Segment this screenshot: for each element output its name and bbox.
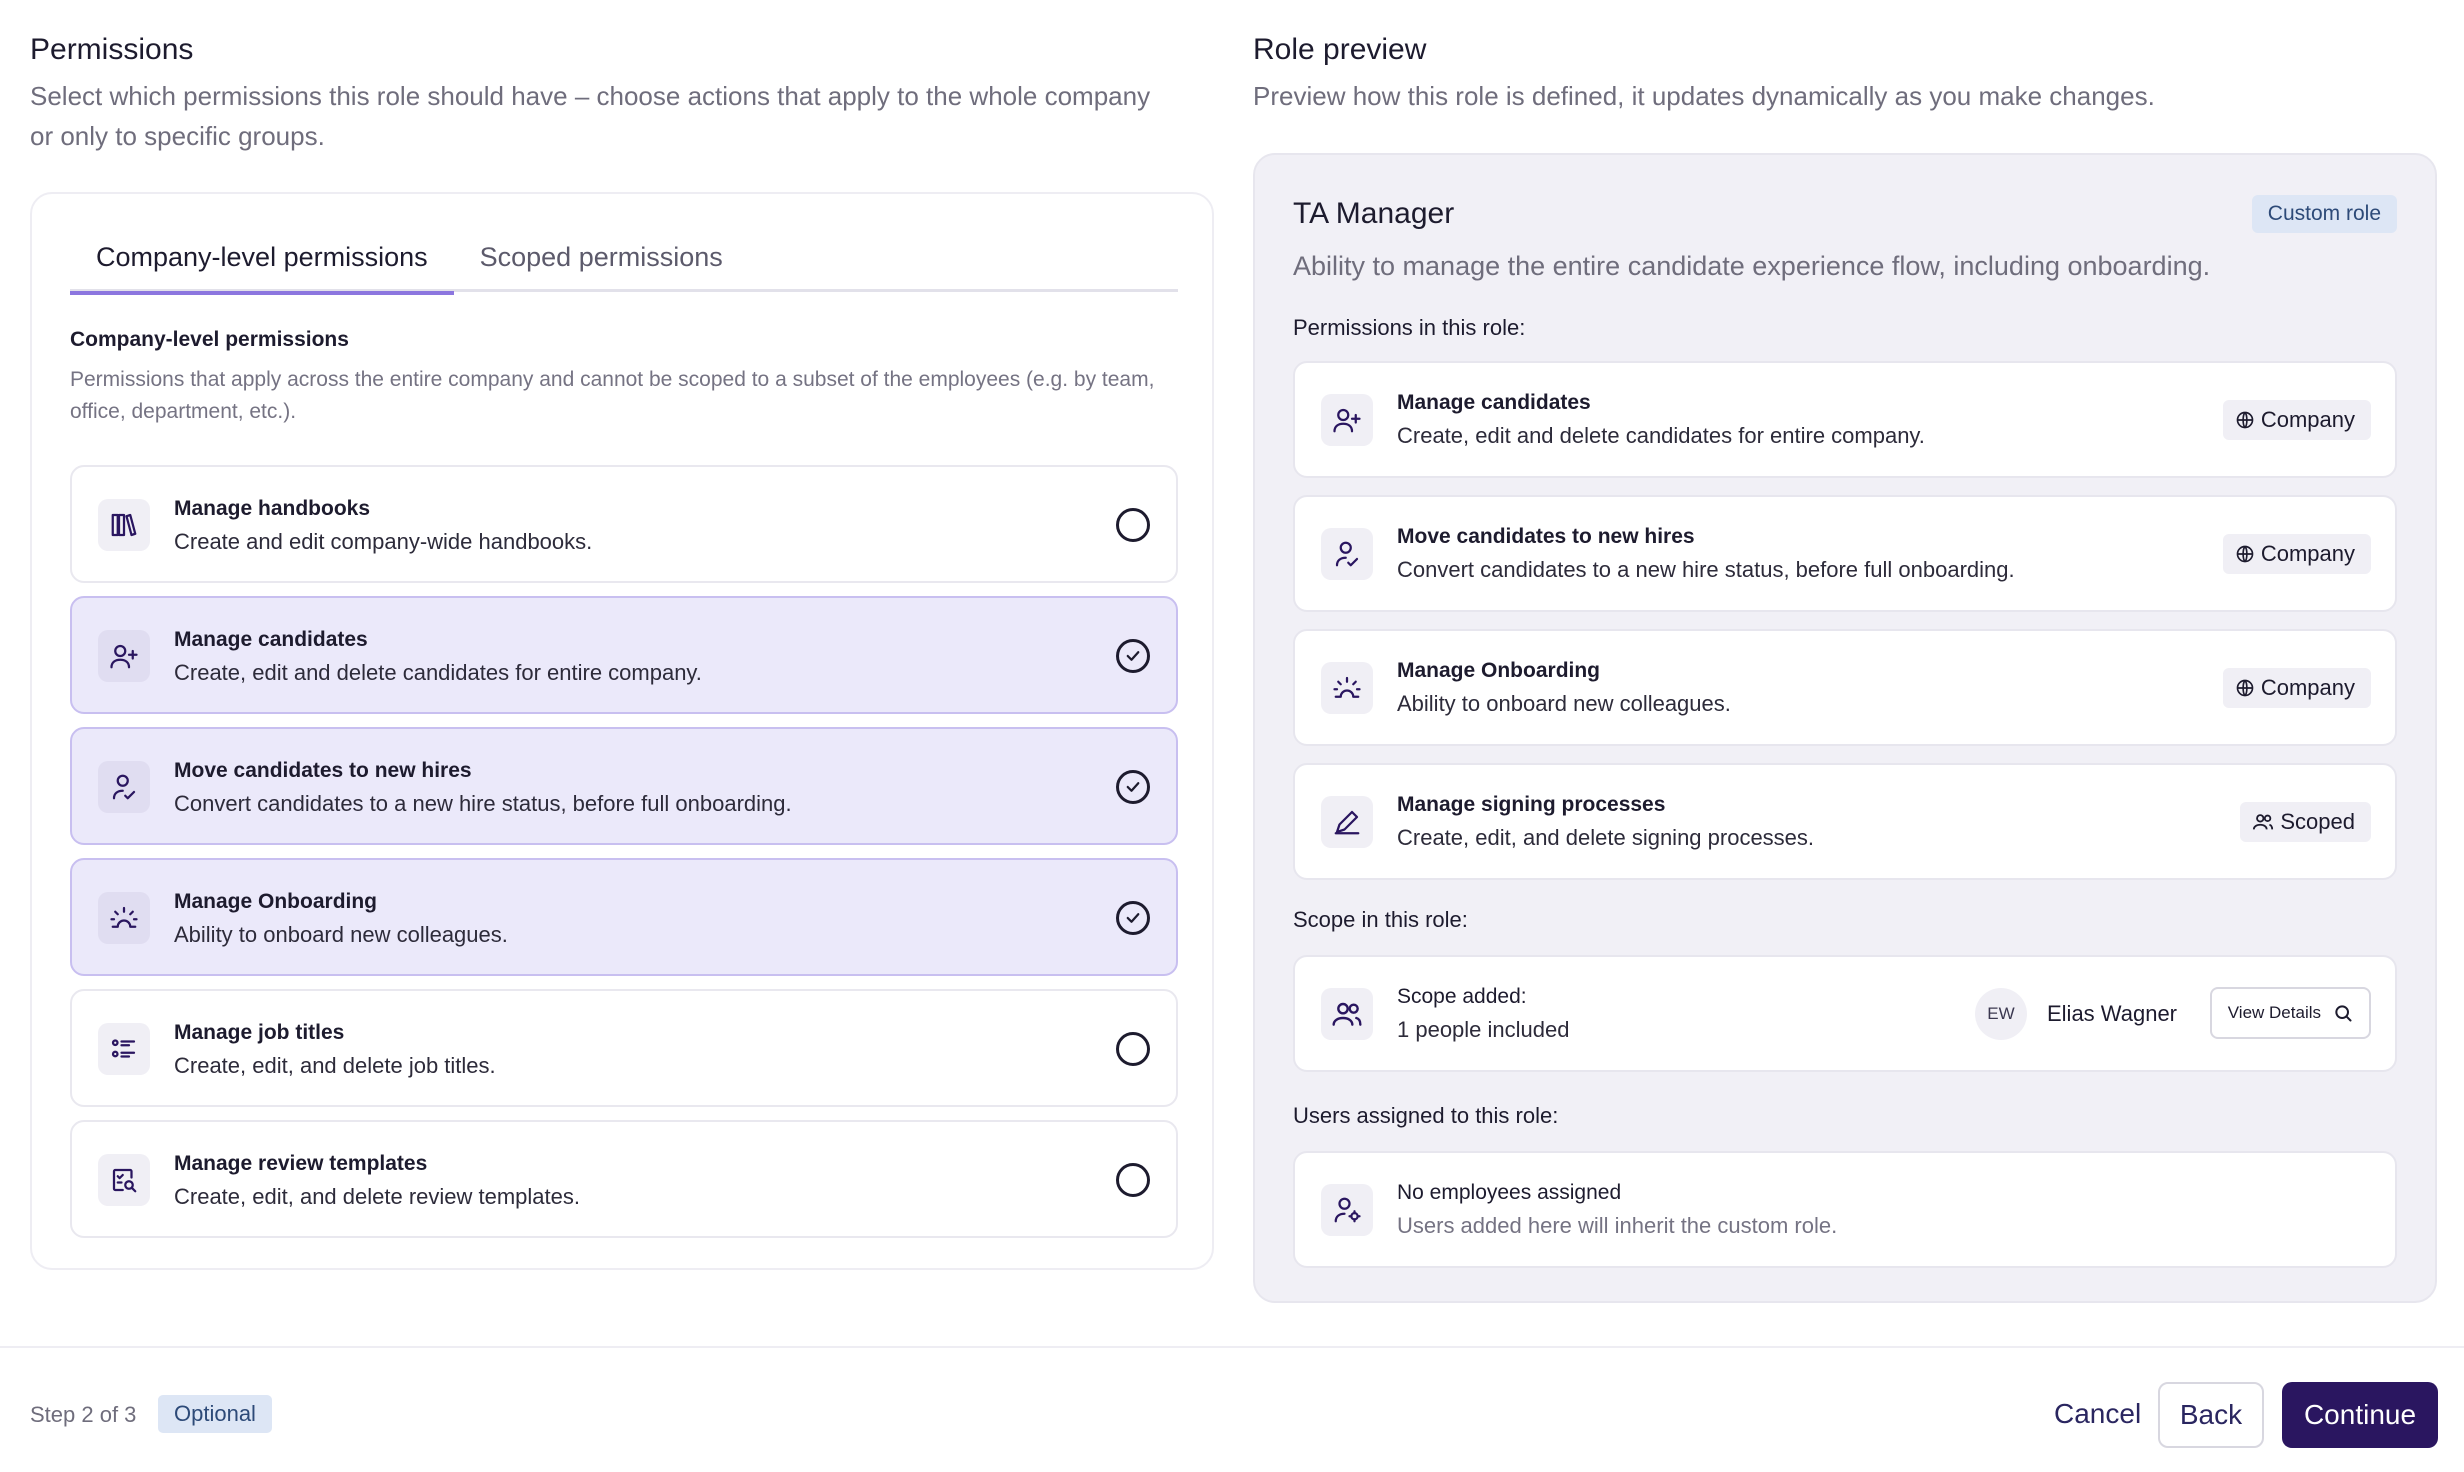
- checkbox-checked[interactable]: [1116, 770, 1150, 804]
- permission-name: Move candidates to new hires: [174, 759, 472, 782]
- permission-card[interactable]: [70, 465, 1178, 583]
- user-settings-icon: [1321, 1184, 1373, 1236]
- globe-icon: [2235, 678, 2255, 698]
- optional-badge: Optional: [158, 1395, 272, 1433]
- permission-name: Manage Onboarding: [1397, 659, 1601, 682]
- custom-role-badge: Custom role: [2252, 195, 2397, 233]
- role-description: Ability to manage the entire candidate experience flow, including onboarding.: [1293, 251, 2211, 281]
- permission-description: Create, edit and delete candidates for entire company.: [174, 660, 702, 685]
- user-plus-icon: [1321, 394, 1373, 446]
- permission-name: Manage review templates: [174, 1152, 428, 1175]
- list-icon: [98, 1023, 150, 1075]
- permissions-description-line: or only to specific groups.: [30, 121, 325, 151]
- users-icon: [1321, 988, 1373, 1040]
- check-icon: [1124, 778, 1142, 796]
- role-permission-card: [1293, 361, 2397, 478]
- review-search-icon: [98, 1154, 150, 1206]
- permission-list: [70, 465, 1178, 1251]
- permissions-description: [30, 76, 1150, 156]
- cancel-button[interactable]: Cancel: [2054, 1398, 2142, 1429]
- scope-badge-label: Company: [2260, 407, 2355, 432]
- role-permission-card: [1293, 495, 2397, 612]
- users-in-role-label: Users assigned to this role:: [1293, 1103, 1559, 1128]
- permission-name: Manage signing processes: [1397, 793, 1666, 816]
- globe-icon: [2235, 410, 2255, 430]
- permission-description: Ability to onboard new colleagues.: [1397, 691, 1731, 716]
- role-permission-card: [1293, 763, 2397, 880]
- view-details-label: View Details: [2227, 1003, 2321, 1022]
- avatar: EW: [1975, 988, 2027, 1040]
- user-check-icon: [98, 761, 150, 813]
- permission-name: Move candidates to new hires: [1397, 525, 1695, 548]
- users-icon: [2252, 811, 2274, 833]
- permission-description: Create and edit company-wide handbooks.: [174, 529, 593, 554]
- scope-badge-label: Scoped: [2280, 809, 2355, 834]
- scope-title: Scope added:: [1397, 985, 1527, 1008]
- scope-badge: [2240, 802, 2371, 842]
- permission-description: Create, edit, and delete review templates.: [174, 1184, 581, 1209]
- checkbox[interactable]: [1116, 1163, 1150, 1197]
- users-card: [1293, 1151, 2397, 1268]
- permission-card[interactable]: [70, 1120, 1178, 1238]
- tab-scoped[interactable]: Scoped permissions: [479, 242, 723, 272]
- role-preview-panel: [1253, 153, 2437, 1303]
- books-icon: [98, 499, 150, 551]
- role-name: TA Manager: [1293, 197, 1455, 230]
- person-name: Elias Wagner: [2047, 1001, 2178, 1026]
- sunrise-icon: [1321, 662, 1373, 714]
- permissions-in-role-label: Permissions in this role:: [1293, 315, 1526, 340]
- globe-icon: [2235, 544, 2255, 564]
- role-permission-card: [1293, 629, 2397, 746]
- check-icon: [1124, 909, 1142, 927]
- scope-badge: [2223, 668, 2371, 708]
- permission-description: Convert candidates to a new hire status, before full onboarding.: [174, 791, 792, 816]
- search-icon: [2333, 1003, 2353, 1023]
- permission-card[interactable]: [70, 596, 1178, 714]
- sunrise-icon: [98, 892, 150, 944]
- permission-description: Create, edit, and delete signing processes.: [1397, 825, 1815, 850]
- permission-card[interactable]: [70, 989, 1178, 1107]
- user-check-icon: [1321, 528, 1373, 580]
- permission-card[interactable]: [70, 727, 1178, 845]
- permission-description: Create, edit, and delete job titles.: [174, 1053, 496, 1078]
- permission-description: Convert candidates to a new hire status, before full onboarding.: [1397, 557, 2015, 582]
- permission-card[interactable]: [70, 858, 1178, 976]
- section-description: Permissions that apply across the entire company and cannot be scoped to a subset of the employees (e.g. by team, office, department, etc.).: [70, 368, 1155, 423]
- role-preview-title: Role preview: [1253, 33, 1427, 66]
- section-title: Company-level permissions: [70, 328, 349, 351]
- pen-icon: [1321, 796, 1373, 848]
- step-indicator: Step 2 of 3: [30, 1402, 137, 1427]
- scope-card: [1293, 955, 2397, 1072]
- permission-name: Manage handbooks: [174, 497, 371, 520]
- checkbox[interactable]: [1116, 508, 1150, 542]
- permissions-description-line: Select which permissions this role should have – choose actions that apply to the whole company: [30, 81, 1151, 111]
- permission-name: Manage job titles: [174, 1021, 345, 1044]
- checkbox-checked[interactable]: [1116, 901, 1150, 935]
- scope-badge-label: Company: [2260, 675, 2355, 700]
- checkbox[interactable]: [1116, 1032, 1150, 1066]
- permission-tabs: [70, 242, 1178, 292]
- scope-badge: [2223, 534, 2371, 574]
- scope-badge: [2223, 400, 2371, 440]
- permissions-title: Permissions: [30, 33, 194, 66]
- role-preview-description: Preview how this role is defined, it updates dynamically as you make changes.: [1253, 81, 2155, 111]
- permission-name: Manage candidates: [174, 628, 368, 651]
- permissions-panel: [30, 192, 1214, 1270]
- permission-name: Manage Onboarding: [174, 890, 378, 913]
- back-button[interactable]: Back: [2158, 1382, 2264, 1448]
- user-plus-icon: [98, 630, 150, 682]
- view-details-button[interactable]: [2210, 987, 2371, 1039]
- permission-description: Ability to onboard new colleagues.: [174, 922, 508, 947]
- scope-badge-label: Company: [2260, 541, 2355, 566]
- checkbox-checked[interactable]: [1116, 639, 1150, 673]
- tab-company-level[interactable]: Company-level permissions: [70, 242, 454, 292]
- continue-button[interactable]: Continue: [2282, 1382, 2438, 1448]
- scope-in-role-label: Scope in this role:: [1293, 907, 1468, 932]
- permission-name: Manage candidates: [1397, 391, 1591, 414]
- users-title: No employees assigned: [1397, 1181, 1622, 1204]
- check-icon: [1124, 647, 1142, 665]
- footer-divider: [0, 1346, 2464, 1348]
- scope-count: 1 people included: [1397, 1017, 1570, 1042]
- permission-description: Create, edit and delete candidates for entire company.: [1397, 423, 1925, 448]
- users-description: Users added here will inherit the custom role.: [1397, 1213, 1838, 1238]
